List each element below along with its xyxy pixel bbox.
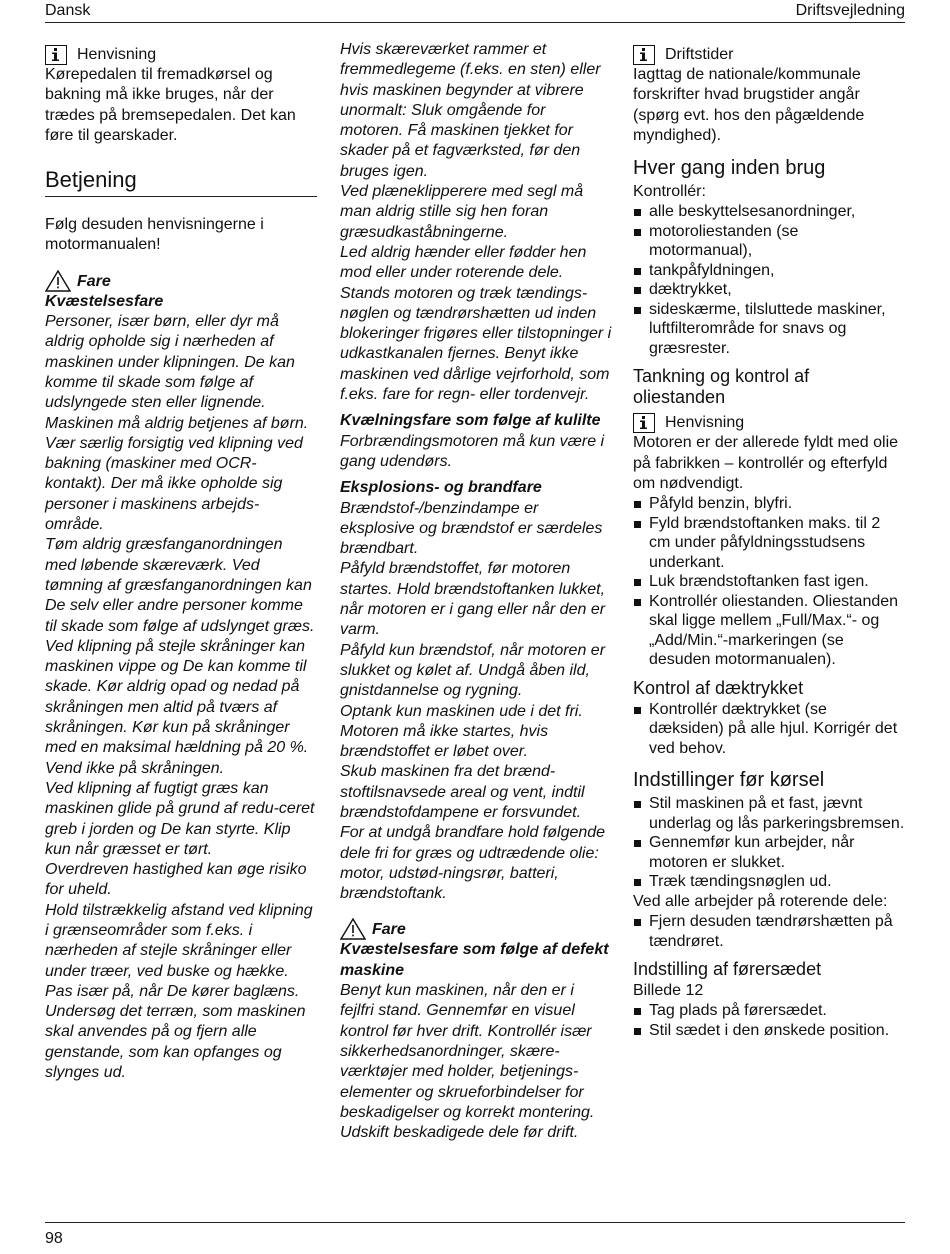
warning-heading xyxy=(340,918,612,940)
heading-indstillinger: Indstillinger før kørsel xyxy=(633,769,825,792)
heading-hver-gang: Hver gang inden brug xyxy=(633,157,826,180)
intro-text: Følg desuden henvisningerne i motormanualen! xyxy=(45,216,264,254)
note-text: Motoren er der allerede fyldt med olie på fabrikken – kontrollér og efterfyld om nødvendigt. xyxy=(633,434,899,493)
paragraph: Påfyld brændstoffet, før motoren startes. Hold brændstoftanken lukket, når motoren er i gang eller når den er varm. xyxy=(340,560,606,639)
check-list xyxy=(633,202,905,358)
list-item: Kontrollér oliestanden. Oliestanden skal ligge mellem „Full/Max.“- og „Add/Min.“-markeringen (se desuden motormanualen). xyxy=(633,592,905,670)
paragraph: Tøm aldrig græsfanganordningen med løbende skæreværk. Ved tømning af græsfanganordningen kan De selv eller andre personer komme til skade som følge af udslynget græs. xyxy=(45,536,315,635)
settings-text: Ved alle arbejder på roterende dele: xyxy=(633,892,888,910)
warning-subtitle: Kvæstelsesfare som følge af defekt maskine xyxy=(340,941,609,979)
page-number: 98 xyxy=(45,1230,63,1247)
tyre-list xyxy=(633,700,905,759)
note-text: Iagttag de nationale/kommunale forskrifter hvad brugstider angår (spørg evt. hos den pågældende myndighed). xyxy=(633,66,865,144)
figure-reference: Billede 12 xyxy=(633,982,704,1000)
header-doc-title: Driftsvejledning xyxy=(795,2,905,19)
section-heading-betjening: Betjening xyxy=(45,166,317,197)
column-2 xyxy=(340,40,612,1143)
info-icon xyxy=(633,413,655,433)
list-item: Gennemfør kun arbejder, når motoren er slukket. xyxy=(633,833,905,872)
warning-title: Fare xyxy=(372,921,406,939)
list-item: Luk brændstoftanken fast igen. xyxy=(633,572,905,592)
info-icon xyxy=(45,45,67,65)
list-item: Kontrollér dæktrykket (se dæksiden) på alle hjul. Korrigér det ved behov. xyxy=(633,700,905,759)
note-heading xyxy=(45,45,317,65)
note-heading xyxy=(633,45,905,65)
paragraph: Benyt kun maskinen, når den er i fejlfri stand. Gennemfør en visuel kontrol før hver drift. Kontrollér især sikkerhedsanordninger, skære-værktøjer med holder, betjenings-elementer og skrueforbindelser for beskadigelser og korrekt montering. xyxy=(340,982,595,1121)
warning-triangle-icon xyxy=(45,270,71,292)
list-item: Fyld brændstoftanken maks. til 2 cm under påfyldningsstudsens underkant. xyxy=(633,514,905,573)
column-1 xyxy=(45,40,317,1083)
paragraph: Optank kun maskinen ude i det fri. xyxy=(340,702,583,720)
paragraph: Pas især på, når De kører baglæns. xyxy=(45,982,300,1000)
paragraph: Skub maskinen fra det brænd-stoftilsnavsede areal og vent, indtil brændstofdampene er forsvundet. xyxy=(340,763,585,821)
list-item: Træk tændingsnøglen ud. xyxy=(633,872,905,892)
paragraph: Ved klipning af fugtigt græs kan maskinen glide på grund af redu-ceret greb i jorden og De kan styrte. Klip kun når græsset er tørt. xyxy=(45,779,315,858)
warning-title: Fare xyxy=(77,272,111,290)
paragraph: Undersøg det terræn, som maskinen skal anvendes på og fjern alle genstande, som kan opfanges og slynges ud. xyxy=(45,1003,306,1082)
footer-divider xyxy=(45,1222,905,1223)
list-item: Fjern desuden tændrørshætten på tændrøret. xyxy=(633,912,905,951)
note-text: Kørepedalen til fremadkørsel og bakning må ikke bruges, når der trædes på bremsepedalen. Det kan føre til gearskader. xyxy=(45,66,296,144)
header-language: Dansk xyxy=(45,2,91,19)
paragraph: Overdreven hastighed kan øge risiko for uheld. xyxy=(45,861,307,899)
subheading-kulilte: Kvælningsfare som følge af kulilte xyxy=(340,412,601,430)
heading-tankning: Tankning og kontrol af oliestanden xyxy=(633,366,810,408)
seat-list xyxy=(633,1001,905,1040)
list-item: Stil sædet i den ønskede position. xyxy=(633,1021,905,1041)
paragraph: Brændstof-/benzindampe er eksplosive og brændstof er særdeles brændbart. xyxy=(340,499,603,558)
subheading-eksplosion: Eksplosions- og brandfare xyxy=(340,479,542,497)
note-title: Henvisning xyxy=(77,46,157,63)
paragraph: For at undgå brandfare hold følgende dele fri for græs og udtrædende olie: motor, udstød-ningsrør, batteri, brændstoftank. xyxy=(340,824,606,903)
paragraph: Forbrændingsmotoren må kun være i gang udendørs. xyxy=(340,432,605,470)
paragraph: Led aldrig hænder eller fødder hen mod eller under roterende dele. xyxy=(340,243,587,282)
list-item: sideskærme, tilsluttede maskiner, luftfilterområde for snavs og græsrester. xyxy=(633,300,905,359)
heading-foersaede: Indstilling af førersædet xyxy=(633,959,822,980)
paragraph: Motoren må ikke startes, hvis brændstoffet er løbet over. xyxy=(340,722,549,761)
note-title: Henvisning xyxy=(665,414,745,432)
settings-list xyxy=(633,794,905,892)
check-intro: Kontrollér: xyxy=(633,183,706,201)
note-heading xyxy=(633,413,905,433)
note-title: Driftstider xyxy=(665,46,734,63)
paragraph: Ved plæneklipperere med segl må man aldrig stille sig hen foran græsudkaståbningerne. xyxy=(340,183,584,241)
warning-subtitle: Kvæstelsesfare xyxy=(45,292,164,310)
list-item: alle beskyttelsesanordninger, xyxy=(633,202,905,222)
page-header xyxy=(45,0,905,23)
paragraph: Udskift beskadigede dele før drift. xyxy=(340,1124,579,1142)
paragraph: Personer, især børn, eller dyr må aldrig opholde sig i nærheden af maskinen under klipningen. De kan komme til skade som følge af udslyngede sten eller lignende. xyxy=(45,313,295,412)
paragraph: Maskinen må aldrig betjenes af børn. xyxy=(45,414,309,432)
settings-list-2 xyxy=(633,912,905,951)
paragraph: Hold tilstrækkelig afstand ved klipning i grænseområder som f.eks. i nærheden af stejle skråninger eller under træer, ved buske og hække. xyxy=(45,901,313,980)
list-item: Tag plads på førersædet. xyxy=(633,1001,905,1021)
paragraph: Vær særlig forsigtig ved klipning ved bakning (maskiner med OCR-kontakt). Der må ikke opholde sig personer i maskinens arbejds-område. xyxy=(45,434,303,534)
paragraph: Påfyld kun brændstof, når motoren er slukket og kølet af. Undgå åben ild, gnistdannelse og rygning. xyxy=(340,641,606,700)
heading-daektryk: Kontrol af dæktrykket xyxy=(633,677,804,698)
fuel-list xyxy=(633,494,905,670)
column-3 xyxy=(633,40,905,1040)
list-item: Påfyld benzin, blyfri. xyxy=(633,494,905,514)
warning-heading xyxy=(45,270,317,292)
warning-triangle-icon xyxy=(340,918,366,940)
info-icon xyxy=(633,45,655,65)
list-item: dæktrykket, xyxy=(633,280,905,300)
paragraph: Stands motoren og træk tændings-nøglen og tændrørshætten ud inden blokeringer frigøres eller tilstopninger i udkastkanalen fjernes. Benyt ikke maskinen ved dårlige vejrforhold, som f.eks. fare for regn- eller tordenvejr. xyxy=(340,284,612,404)
list-item: motoroliestanden (se motormanual), xyxy=(633,222,905,261)
paragraph: Ved klipning på stejle skråninger kan maskinen vippe og De kan komme til skade. Kør aldrig opad og nedad på skråningen men altid på tværs af skråningen. Kør kun på skråninger med en maksimal hældning på 20 %. Vend ikke på skråningen. xyxy=(45,637,309,777)
paragraph: Hvis skæreværket rammer et fremmedlegeme (f.eks. en sten) eller hvis maskinen begynder at vibrere unormalt: Sluk omgående for motoren. Få maskinen tjekket for skader på et fagværksted, før den bruges igen. xyxy=(340,41,601,180)
list-item: Stil maskinen på et fast, jævnt underlag og lås parkeringsbremsen. xyxy=(633,794,905,833)
list-item: tankpåfyldningen, xyxy=(633,261,905,281)
